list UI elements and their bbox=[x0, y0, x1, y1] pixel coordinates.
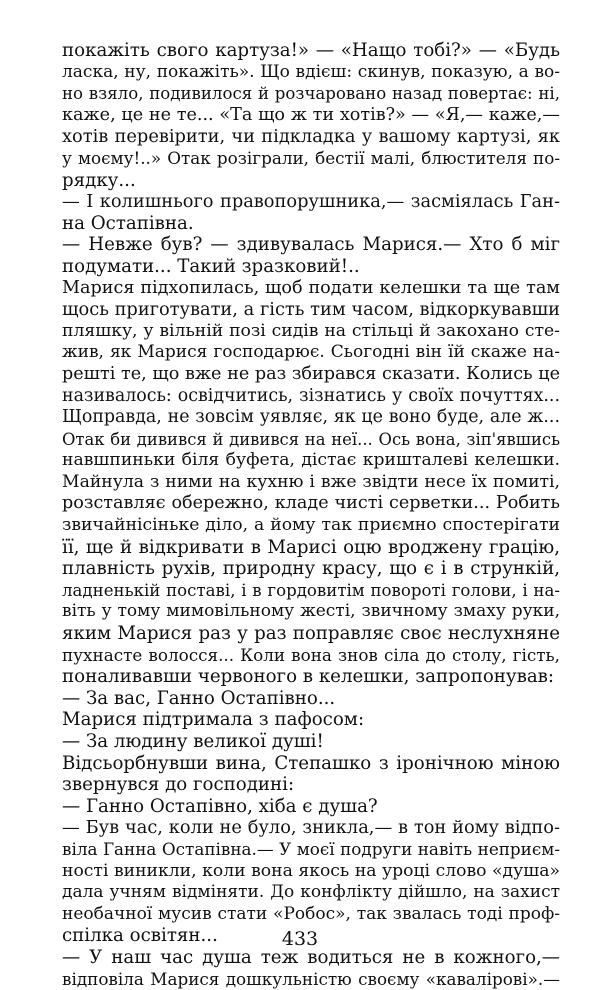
text-line: дала учням відміняти. До конфлікту дійшло, на захист bbox=[62, 882, 560, 903]
text-line: хотів перевірити, чи підкладка у вашому картузі, як bbox=[62, 126, 560, 148]
text-line: розставляє обережно, кладе чисті серветки... Робить bbox=[62, 493, 560, 514]
text-line: жив, як Марися господарює. Сьогодні він їй скаже на- bbox=[62, 342, 560, 363]
text-line: звернувся до господині: bbox=[62, 774, 295, 796]
text-line: пляшку, у вільній позі сидів на стільці й закохано сте- bbox=[62, 320, 560, 341]
text-line: поналивавши червоного в келешки, запропонував: bbox=[62, 666, 555, 688]
text-line: — Невже був? — здивувалась Марися.— Хто б міг bbox=[62, 234, 560, 256]
text-line: у моєму!..» Отак розіграли, бестії малі, блюстителя по- bbox=[62, 147, 560, 168]
text-line: необачної мусив стати «Робос», так звалась тоді проф- bbox=[62, 903, 560, 924]
text-line: — За вас, Ганно Остапівно... bbox=[62, 687, 336, 709]
text-line: Відсьорбнувши вина, Степашко з іронічною міною bbox=[62, 752, 560, 774]
text-line: — За людину великої душі! bbox=[62, 731, 324, 752]
text-line: пухнасте волосся... Коли вона знов сіла до столу, гість, bbox=[62, 644, 560, 665]
text-line: її, ще й відкривати в Марисі оцю вроджену грацію, bbox=[62, 536, 560, 558]
text-line: Отак би дивився й дивився на неї... Ось вона, зіп'явшись bbox=[62, 429, 560, 449]
text-line: віть у тому мимовільному жесті, звичному змаху руки, bbox=[62, 601, 560, 622]
text-line: Марися підтримала з пафосом: bbox=[62, 709, 365, 731]
text-line: ладненькій поставі, і в гордовитім повороті голови, і на- bbox=[62, 580, 560, 600]
text-line: називалось: освідчитись, зізнатись у своїх почуттях... bbox=[62, 385, 560, 406]
text-line: звичайнісіньке діло, а йому так приємно спостерігати bbox=[62, 515, 560, 536]
text-line: на Остапівна. bbox=[62, 212, 194, 234]
text-line: каже, це не те... «Та що ж ти хотів?» — «Я,— каже,— bbox=[62, 104, 560, 125]
text-line: — Ганно Остапівно, хіба є душа? bbox=[62, 795, 378, 817]
text-line: плавність рухів, природну красу, що є і в стрункій, bbox=[62, 558, 560, 580]
text-line: покажіть свого картуза!» — «Нащо тобі?» — «Будь bbox=[62, 40, 560, 61]
text-line: — У наш час душа теж водиться не в кожного,— bbox=[62, 946, 560, 968]
text-line: решті те, що вже не раз збирався сказати. Колись це bbox=[62, 363, 560, 384]
text-line: подумати... Такий зразковий!.. bbox=[62, 255, 360, 277]
text-line: відповіла Марися дошкульністю своєму «кавалірові».— bbox=[62, 968, 560, 989]
text-line: Щоправда, не зовсім уявляє, як це воно буде, але ж... bbox=[62, 407, 560, 428]
text-line: навшпиньки біля буфета, дістає кришталеві келешки. bbox=[62, 450, 560, 471]
text-line: яким Марися раз у раз поправляє своє неслухняне bbox=[62, 623, 560, 645]
text-line: — Був час, коли не було, зникла,— в тон йому відпо- bbox=[62, 817, 560, 839]
text-line: Марися підхопилась, щоб подати келешки та ще там bbox=[62, 277, 560, 298]
page-number: 433 bbox=[281, 928, 319, 950]
text-line: спілка освітян... bbox=[62, 925, 218, 947]
text-line: ності виникли, коли вона якось на уроці слово «душа» bbox=[62, 860, 560, 881]
text-line: ласка, ну, покажіть». Що вдієш: скинув, показую, а во- bbox=[62, 61, 560, 82]
text-line: — І колишнього правопорушника,— засміялась Ган- bbox=[62, 191, 560, 213]
text-line: рядку... bbox=[62, 169, 136, 191]
text-line: щось приготувати, а гість тим часом, відкоркувавши bbox=[62, 299, 560, 321]
page-text bbox=[62, 40, 560, 990]
text-line: но взяло, подивилося й розчаровано назад повертає: ні, bbox=[62, 84, 560, 104]
text-line: Майнула з ними на кухню і вже звідти несе їх помиті, bbox=[62, 471, 560, 492]
text-line: віла Ганна Остапівна.— У моєї подруги навіть неприєм- bbox=[62, 838, 560, 859]
